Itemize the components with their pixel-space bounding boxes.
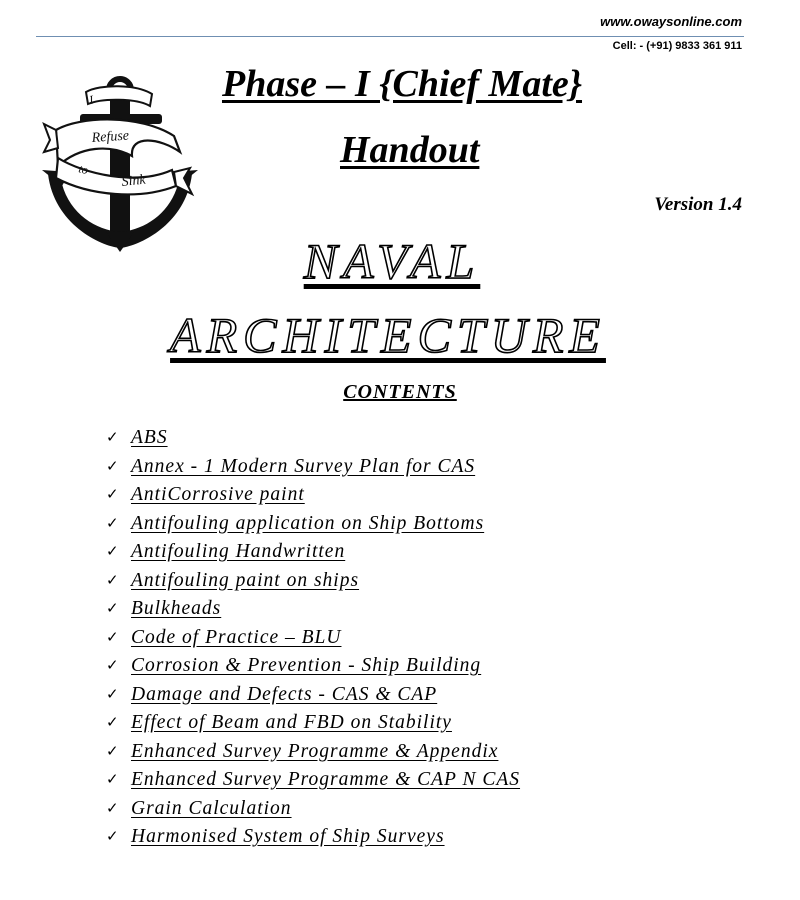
checkmark-icon: ✓: [106, 628, 119, 646]
handout-title: Phase – I {Chief Mate}: [221, 63, 583, 105]
subject-title-line2: ARCHITECTURE: [170, 307, 606, 363]
contents-link[interactable]: Enhanced Survey Programme & Appendix: [131, 740, 499, 762]
contents-link[interactable]: Enhanced Survey Programme & CAP N CAS: [131, 769, 521, 790]
motto-word: Sink: [120, 172, 147, 190]
contents-link[interactable]: Grain Calculation: [131, 797, 292, 819]
contents-link[interactable]: Bulkheads: [131, 598, 222, 619]
contents-item: [106, 567, 520, 596]
checkmark-icon: ✓: [106, 457, 119, 475]
contents-link[interactable]: Damage and Defects - CAS & CAP: [131, 683, 438, 705]
contents-link[interactable]: Antifouling application on Ship Bottoms: [131, 512, 485, 534]
contents-item: [106, 795, 520, 824]
motto-word: to: [77, 161, 90, 178]
contents-item: [106, 624, 520, 653]
contents-link[interactable]: Code of Practice – BLU: [131, 626, 342, 648]
contents-link[interactable]: Annex - 1 Modern Survey Plan for CAS: [131, 455, 476, 477]
contents-item: [106, 424, 520, 453]
contents-link[interactable]: Antifouling Handwritten: [131, 541, 346, 562]
contents-item: [106, 453, 520, 482]
checkmark-icon: ✓: [106, 657, 119, 674]
contents-link[interactable]: Corrosion & Prevention - Ship Building: [131, 655, 482, 676]
checkmark-icon: ✓: [106, 714, 119, 731]
handout-subtitle: Handout: [340, 129, 480, 171]
contents-item: [106, 595, 520, 624]
contents-item: [106, 766, 520, 795]
checkmark-icon: ✓: [106, 571, 119, 589]
checkmark-icon: ✓: [106, 742, 119, 760]
checkmark-icon: ✓: [106, 828, 119, 845]
contents-link[interactable]: ABS: [131, 427, 168, 448]
checkmark-icon: ✓: [106, 514, 119, 532]
subject-title-line1: NAVAL: [303, 233, 481, 289]
motto-word: Refuse: [91, 128, 130, 146]
contents-item: [106, 510, 520, 539]
website-link[interactable]: www.owaysonline.com: [600, 14, 742, 29]
checkmark-icon: ✓: [106, 685, 119, 703]
contents-item: [106, 652, 520, 681]
header-divider: [36, 36, 744, 37]
phone-number: Cell: - (+91) 9833 361 911: [612, 40, 742, 52]
checkmark-icon: ✓: [106, 771, 119, 788]
contents-item: [106, 681, 520, 710]
checkmark-icon: ✓: [106, 429, 119, 446]
checkmark-icon: ✓: [106, 543, 119, 560]
contents-item: [106, 481, 520, 510]
motto-word: I: [88, 92, 95, 107]
checkmark-icon: ✓: [106, 486, 119, 503]
contents-heading: CONTENTS: [343, 381, 457, 403]
contents-link[interactable]: Harmonised System of Ship Surveys: [131, 826, 445, 847]
version-label: Version 1.4: [654, 194, 742, 215]
contents-item: [106, 823, 520, 852]
contents-item: [106, 709, 520, 738]
contents-list: [106, 424, 520, 852]
contents-link[interactable]: Effect of Beam and FBD on Stability: [131, 712, 452, 733]
checkmark-icon: ✓: [106, 600, 119, 617]
contents-item: [106, 738, 520, 767]
contents-link[interactable]: AntiCorrosive paint: [131, 484, 305, 505]
contents-item: [106, 538, 520, 567]
checkmark-icon: ✓: [106, 799, 119, 817]
contents-link[interactable]: Antifouling paint on ships: [131, 569, 360, 591]
